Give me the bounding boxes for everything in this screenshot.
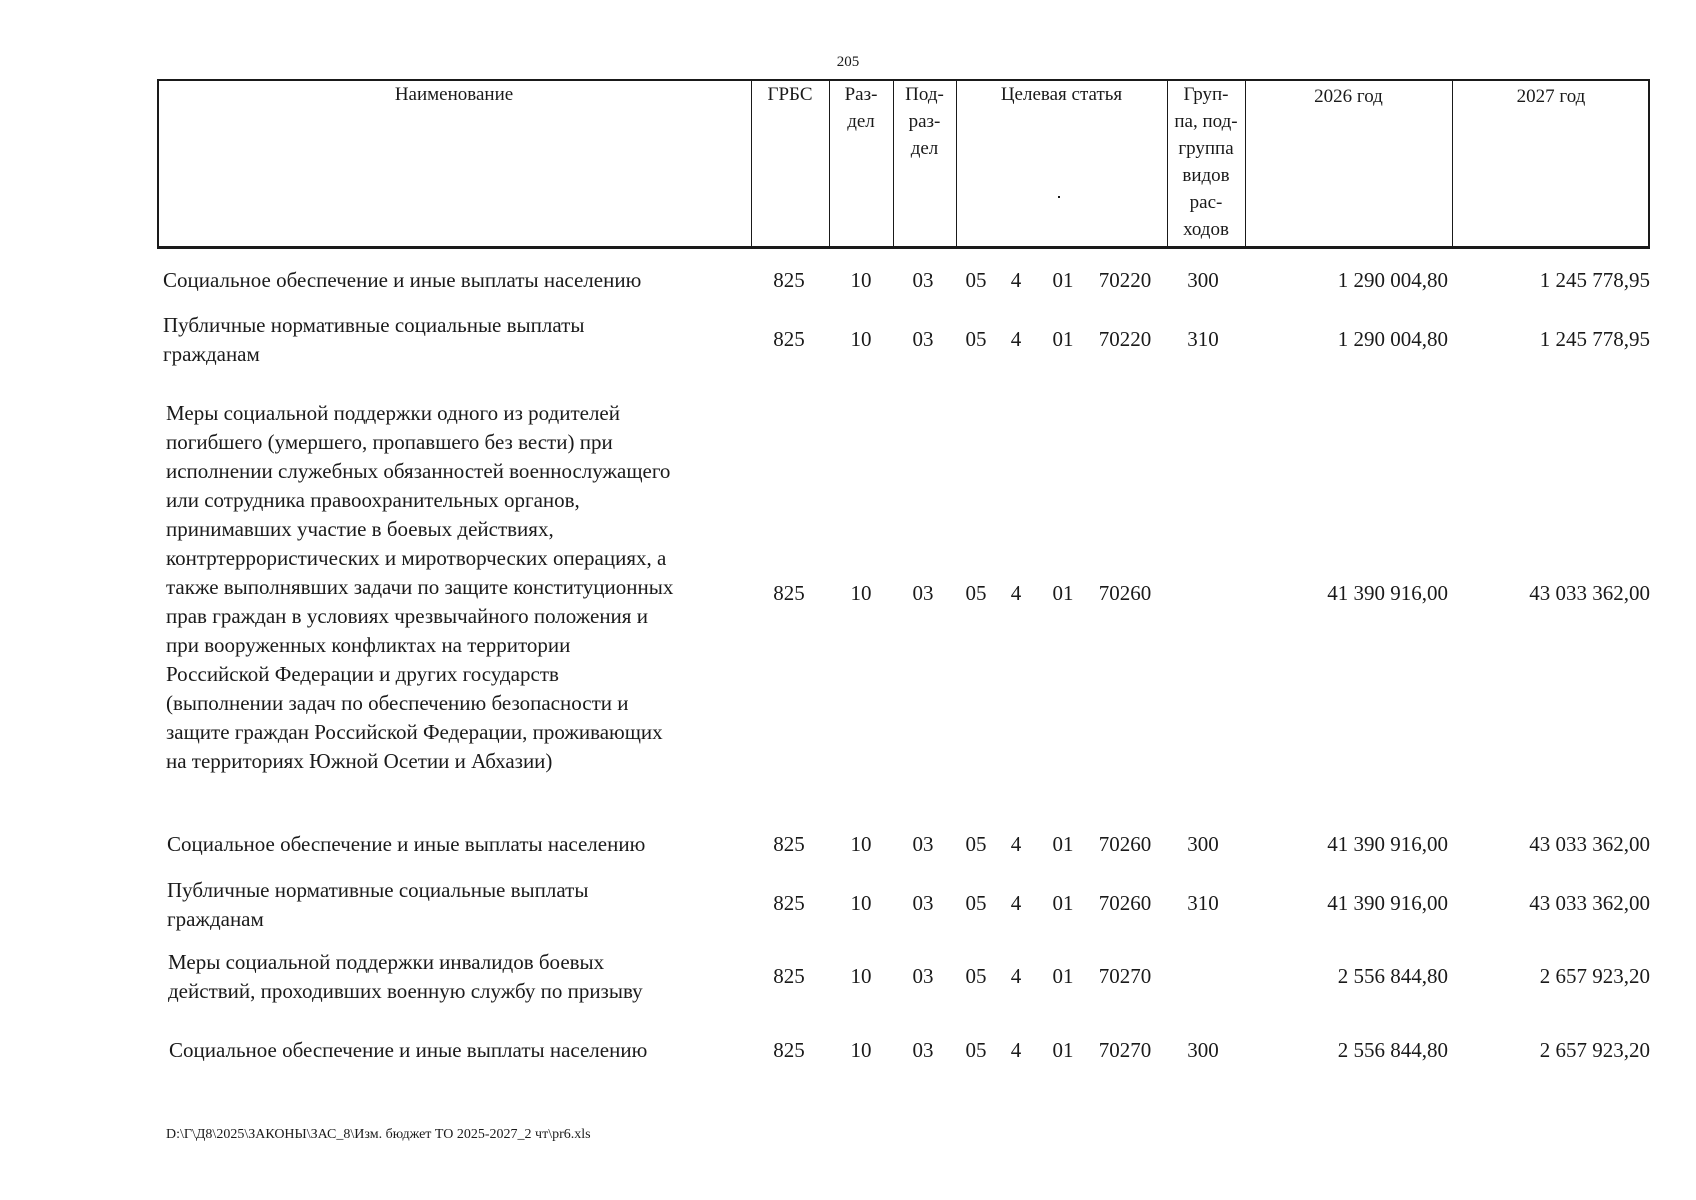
row-cell-t3: 01 [1052, 327, 1074, 351]
row-cell-grbs: 825 [773, 327, 805, 351]
row-cell-t4: 70220 [1098, 327, 1152, 351]
row-cell-pr: 03 [912, 964, 934, 988]
row-cell-t2: 4 [1010, 327, 1022, 351]
header-name: Наименование [394, 84, 514, 105]
header-target: Целевая статья [1000, 84, 1123, 105]
row-cell-v2027: 2 657 923,20 [1539, 964, 1650, 988]
row-cell-rz: 10 [850, 891, 872, 915]
row-cell-t1: 05 [965, 581, 987, 605]
row-cell-v2027: 1 245 778,95 [1539, 268, 1650, 292]
row-cell-t2: 4 [1010, 832, 1022, 856]
row-cell-vr: 310 [1187, 891, 1219, 915]
row-name: Публичные нормативные социальные выплаты гражданам [163, 313, 585, 366]
row-cell-t3: 01 [1052, 268, 1074, 292]
row-cell-rz: 10 [850, 964, 872, 988]
row-cell-t1: 05 [965, 891, 987, 915]
row-cell-t3: 01 [1052, 832, 1074, 856]
row-cell-pr: 03 [912, 268, 934, 292]
row-cell-t1: 05 [965, 327, 987, 351]
row-cell-t1: 05 [965, 964, 987, 988]
row-cell-v2027: 43 033 362,00 [1529, 832, 1650, 856]
row-name: Социальное обеспечение и иные выплаты населению [167, 832, 646, 856]
header-grbs: ГРБС [767, 84, 813, 105]
row-cell-vr: 300 [1187, 1038, 1219, 1062]
row-cell-t3: 01 [1052, 891, 1074, 915]
row-cell-pr: 03 [912, 891, 934, 915]
row-cell-t2: 4 [1010, 268, 1022, 292]
row-name: Публичные нормативные социальные выплаты гражданам [167, 878, 589, 931]
row-cell-v2026: 1 290 004,80 [1337, 268, 1448, 292]
row-cell-v2027: 43 033 362,00 [1529, 581, 1650, 605]
row-cell-v2027: 43 033 362,00 [1529, 891, 1650, 915]
row-cell-t3: 01 [1052, 964, 1074, 988]
row-cell-v2027: 1 245 778,95 [1539, 327, 1650, 351]
row-cell-t2: 4 [1010, 964, 1022, 988]
header-2026: 2026 год [1314, 86, 1383, 107]
row-cell-t2: 4 [1010, 891, 1022, 915]
row-name: Меры социальной поддержки одного из родителей погибшего (умершего, пропавшего без вести) при исполнении служебных обязанностей военнослужащего или сотрудника правоохранительных органов, принимавших участие в боевых действиях, контртеррористических и миротворческих операциях, а также выполнявших задачи по защите конституционных прав граждан в условиях чрезвычайного положения и при вооруженных конфликтах на территории Российской Федерации и других государств (выполнении задач по обеспечению безопасности и защите граждан Российской Федерации, проживающих на территориях Южной Осетии и Абхазии) [166, 401, 674, 773]
row-cell-grbs: 825 [773, 268, 805, 292]
page-number: 205 [836, 54, 860, 70]
row-cell-t4: 70270 [1098, 1038, 1152, 1062]
row-cell-vr: 310 [1187, 327, 1219, 351]
row-name: Социальное обеспечение и иные выплаты населению [163, 268, 642, 292]
row-cell-v2026: 41 390 916,00 [1327, 832, 1448, 856]
row-cell-v2026: 2 556 844,80 [1337, 1038, 1448, 1062]
row-cell-v2026: 41 390 916,00 [1327, 891, 1448, 915]
row-cell-t2: 4 [1010, 1038, 1022, 1062]
row-cell-v2026: 2 556 844,80 [1337, 964, 1448, 988]
row-cell-t4: 70270 [1098, 964, 1152, 988]
row-cell-pr: 03 [912, 1038, 934, 1062]
row-cell-v2026: 41 390 916,00 [1327, 581, 1448, 605]
row-cell-t1: 05 [965, 832, 987, 856]
row-name: Меры социальной поддержки инвалидов боевых действий, проходивших военную службу по призыву [168, 950, 643, 1003]
row-cell-t2: 4 [1010, 581, 1022, 605]
row-cell-t1: 05 [965, 268, 987, 292]
row-name: Социальное обеспечение и иные выплаты населению [169, 1038, 648, 1062]
row-cell-grbs: 825 [773, 832, 805, 856]
row-cell-pr: 03 [912, 581, 934, 605]
row-cell-v2026: 1 290 004,80 [1337, 327, 1448, 351]
row-cell-rz: 10 [850, 581, 872, 605]
row-cell-grbs: 825 [773, 581, 805, 605]
row-cell-rz: 10 [850, 268, 872, 292]
row-cell-vr: 300 [1187, 268, 1219, 292]
row-cell-grbs: 825 [773, 964, 805, 988]
row-cell-t3: 01 [1052, 1038, 1074, 1062]
row-cell-grbs: 825 [773, 891, 805, 915]
row-cell-rz: 10 [850, 832, 872, 856]
row-cell-t4: 70260 [1098, 891, 1152, 915]
row-cell-t4: 70260 [1098, 581, 1152, 605]
row-cell-t4: 70260 [1098, 832, 1152, 856]
header-razdel: Раз- дел [844, 84, 878, 132]
row-cell-vr: 300 [1187, 832, 1219, 856]
header-group: Груп- па, под- группа видов рас- ходов [1174, 84, 1238, 240]
file-path-footer: D:\Г\Д8\2025\ЗАКОНЫ\ЗАС_8\Изм. бюджет ТО 2025-2027_2 чт\pr6.xls [166, 1127, 591, 1142]
row-cell-pr: 03 [912, 327, 934, 351]
row-cell-pr: 03 [912, 832, 934, 856]
header-2027: 2027 год [1516, 86, 1586, 107]
row-cell-t4: 70220 [1098, 268, 1152, 292]
row-cell-v2027: 2 657 923,20 [1539, 1038, 1650, 1062]
row-cell-t3: 01 [1052, 581, 1074, 605]
header-podrazdel: Под- раз- дел [905, 84, 944, 159]
row-cell-rz: 10 [850, 327, 872, 351]
row-cell-t1: 05 [965, 1038, 987, 1062]
row-cell-grbs: 825 [773, 1038, 805, 1062]
row-cell-rz: 10 [850, 1038, 872, 1062]
